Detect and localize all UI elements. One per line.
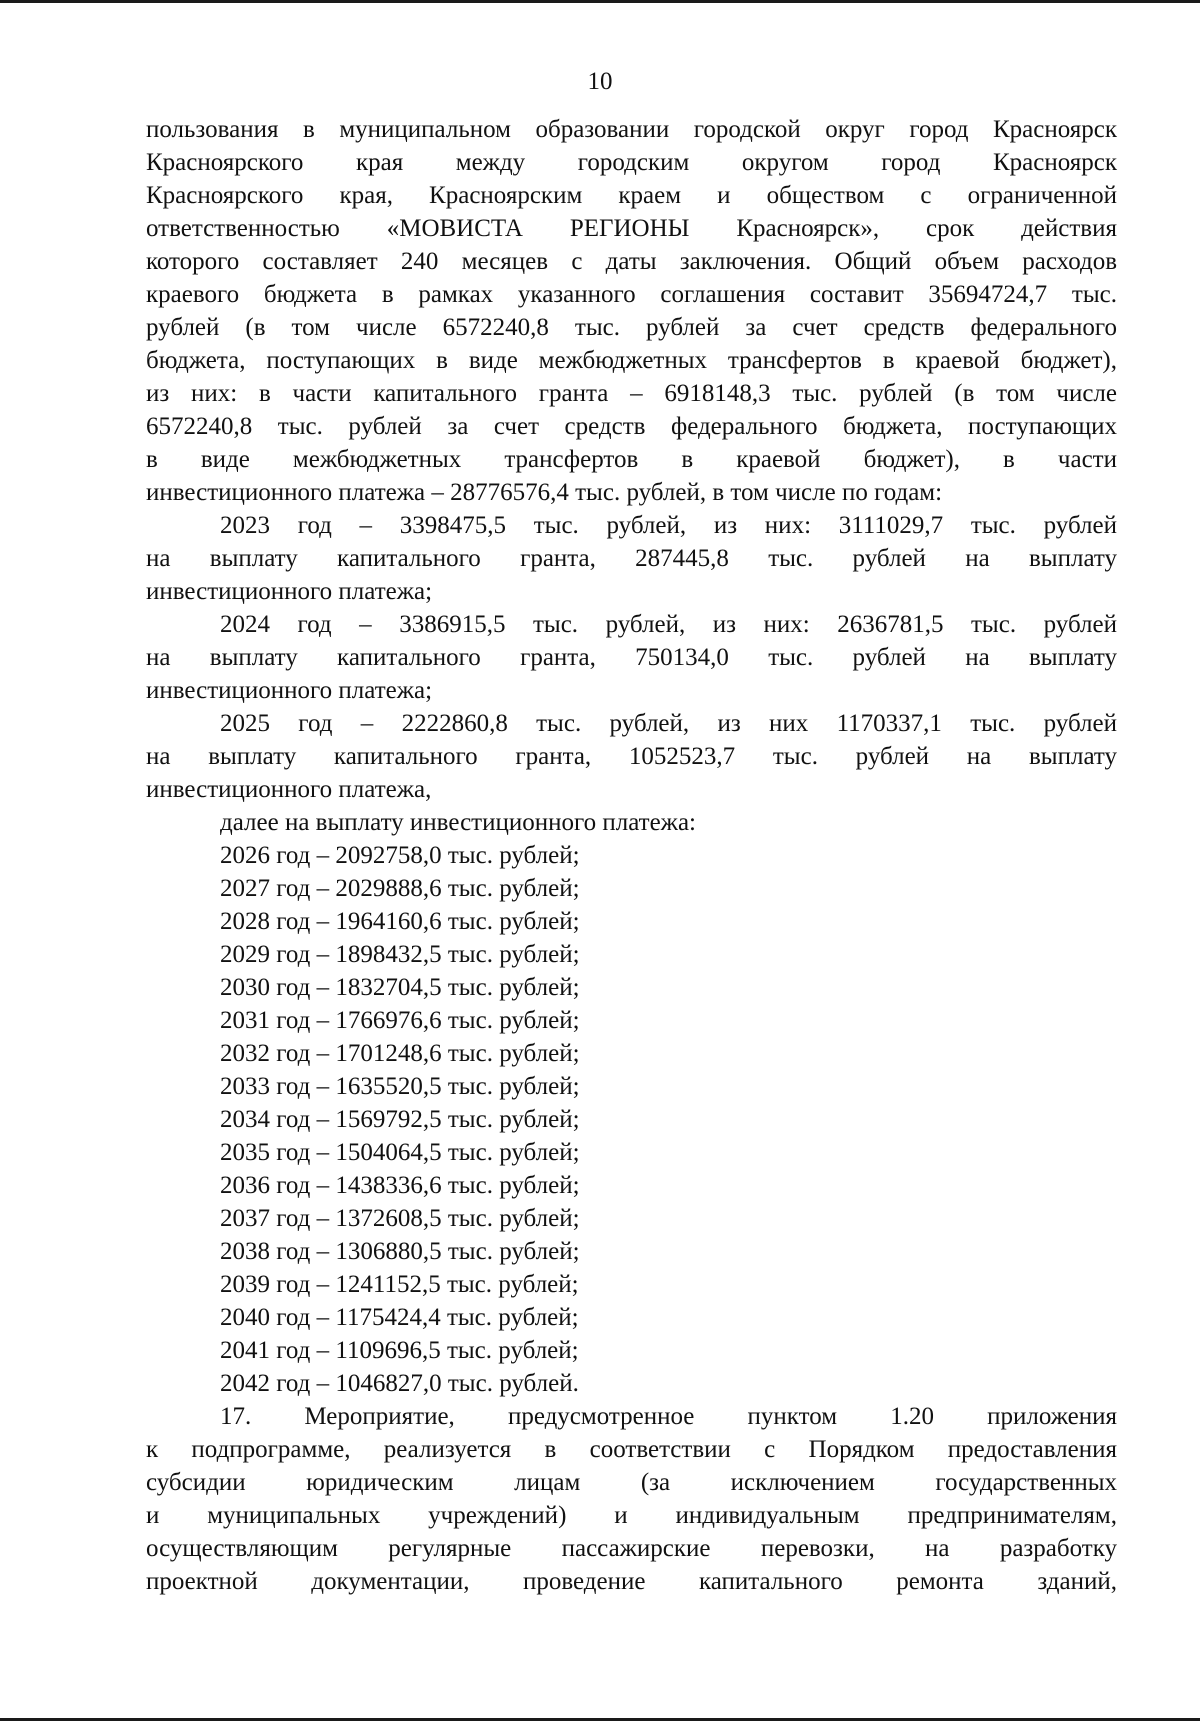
list-item: 2041 год – 1109696,5 тыс. рублей; [220, 1337, 579, 1364]
list-item: 2039 год – 1241152,5 тыс. рублей; [220, 1271, 579, 1298]
text-line: из них: в части капитального гранта – 6918148,3 тыс. рублей (в том числе [146, 380, 1117, 407]
list-item: 2031 год – 1766976,6 тыс. рублей; [220, 1007, 580, 1034]
text-line: 2023 год – 3398475,5 тыс. рублей, из них: 3111029,7 тыс. рублей [220, 512, 1117, 539]
document-body [146, 113, 1117, 1598]
paragraph-year-2025 [146, 707, 1117, 806]
list-item: 2040 год – 1175424,4 тыс. рублей; [220, 1304, 579, 1331]
text-line: краевого бюджета в рамках указанного соглашения составит 35694724,7 тыс. [146, 281, 1117, 308]
text-line: Красноярского края, Красноярским краем и обществом с ограниченной [146, 182, 1117, 209]
list-item: 2032 год – 1701248,6 тыс. рублей; [220, 1040, 580, 1067]
text-line: инвестиционного платежа; [146, 677, 433, 704]
text-line: на выплату капитального гранта, 287445,8 тыс. рублей на выплату [146, 545, 1117, 572]
text-line: инвестиционного платежа; [146, 578, 433, 605]
list-item: 2038 год – 1306880,5 тыс. рублей; [220, 1238, 580, 1265]
further-payments-intro: далее на выплату инвестиционного платежа: [220, 809, 697, 836]
list-item: 2034 год – 1569792,5 тыс. рублей; [220, 1106, 580, 1133]
text-line: 17. Мероприятие, предусмотренное пунктом 1.20 приложения [220, 1403, 1117, 1430]
text-line: Красноярского края между городским округом город Красноярск [146, 149, 1117, 176]
text-line: на выплату капитального гранта, 1052523,7 тыс. рублей на выплату [146, 743, 1117, 770]
list-item: 2027 год – 2029888,6 тыс. рублей; [220, 875, 580, 902]
list-item: 2028 год – 1964160,6 тыс. рублей; [220, 908, 580, 935]
text-line: 2024 год – 3386915,5 тыс. рублей, из них: 2636781,5 тыс. рублей [220, 611, 1117, 638]
list-item: 2030 год – 1832704,5 тыс. рублей; [220, 974, 580, 1001]
paragraph-year-2023 [146, 509, 1117, 608]
paragraph-year-2024 [146, 608, 1117, 707]
text-line: инвестиционного платежа – 28776576,4 тыс. рублей, в том числе по годам: [146, 479, 943, 506]
yearly-payments-list [146, 839, 1117, 1400]
list-item: 2029 год – 1898432,5 тыс. рублей; [220, 941, 580, 968]
list-item: 2036 год – 1438336,6 тыс. рублей; [220, 1172, 580, 1199]
text-line: которого составляет 240 месяцев с даты заключения. Общий объем расходов [146, 248, 1117, 275]
text-line: пользования в муниципальном образовании городской округ город Красноярск [146, 116, 1117, 143]
text-line: инвестиционного платежа, [146, 776, 432, 803]
text-line: на выплату капитального гранта, 750134,0 тыс. рублей на выплату [146, 644, 1117, 671]
text-line: рублей (в том числе 6572240,8 тыс. рублей за счет средств федерального [146, 314, 1117, 341]
list-item: 2037 год – 1372608,5 тыс. рублей; [220, 1205, 580, 1232]
text-line: ответственностью «МОВИСТА РЕГИОНЫ Красноярск», срок действия [146, 215, 1117, 242]
text-line: 6572240,8 тыс. рублей за счет средств федерального бюджета, поступающих [146, 413, 1117, 440]
scan-edge-top [0, 0, 1200, 3]
text-line: проектной документации, проведение капитального ремонта зданий, [146, 1568, 1117, 1595]
page-number: 10 [587, 68, 613, 95]
list-item: 2042 год – 1046827,0 тыс. рублей. [220, 1370, 579, 1397]
text-line: в виде межбюджетных трансфертов в краевой бюджет), в части [146, 446, 1117, 473]
list-item: 2035 год – 1504064,5 тыс. рублей; [220, 1139, 580, 1166]
text-line: субсидии юридическим лицам (за исключением государственных [146, 1469, 1117, 1496]
paragraph-agreement-continuation [146, 113, 1117, 509]
paragraph-item-17 [146, 1400, 1117, 1598]
text-line: и муниципальных учреждений) и индивидуальным предпринимателям, [146, 1502, 1117, 1529]
text-line: осуществляющим регулярные пассажирские перевозки, на разработку [146, 1535, 1117, 1562]
list-item: 2033 год – 1635520,5 тыс. рублей; [220, 1073, 580, 1100]
text-line: бюджета, поступающих в виде межбюджетных трансфертов в краевой бюджет), [146, 347, 1117, 374]
text-line: 2025 год – 2222860,8 тыс. рублей, из них 1170337,1 тыс. рублей [220, 710, 1117, 737]
list-item: 2026 год – 2092758,0 тыс. рублей; [220, 842, 580, 869]
text-line: к подпрограмме, реализуется в соответствии с Порядком предоставления [146, 1436, 1117, 1463]
